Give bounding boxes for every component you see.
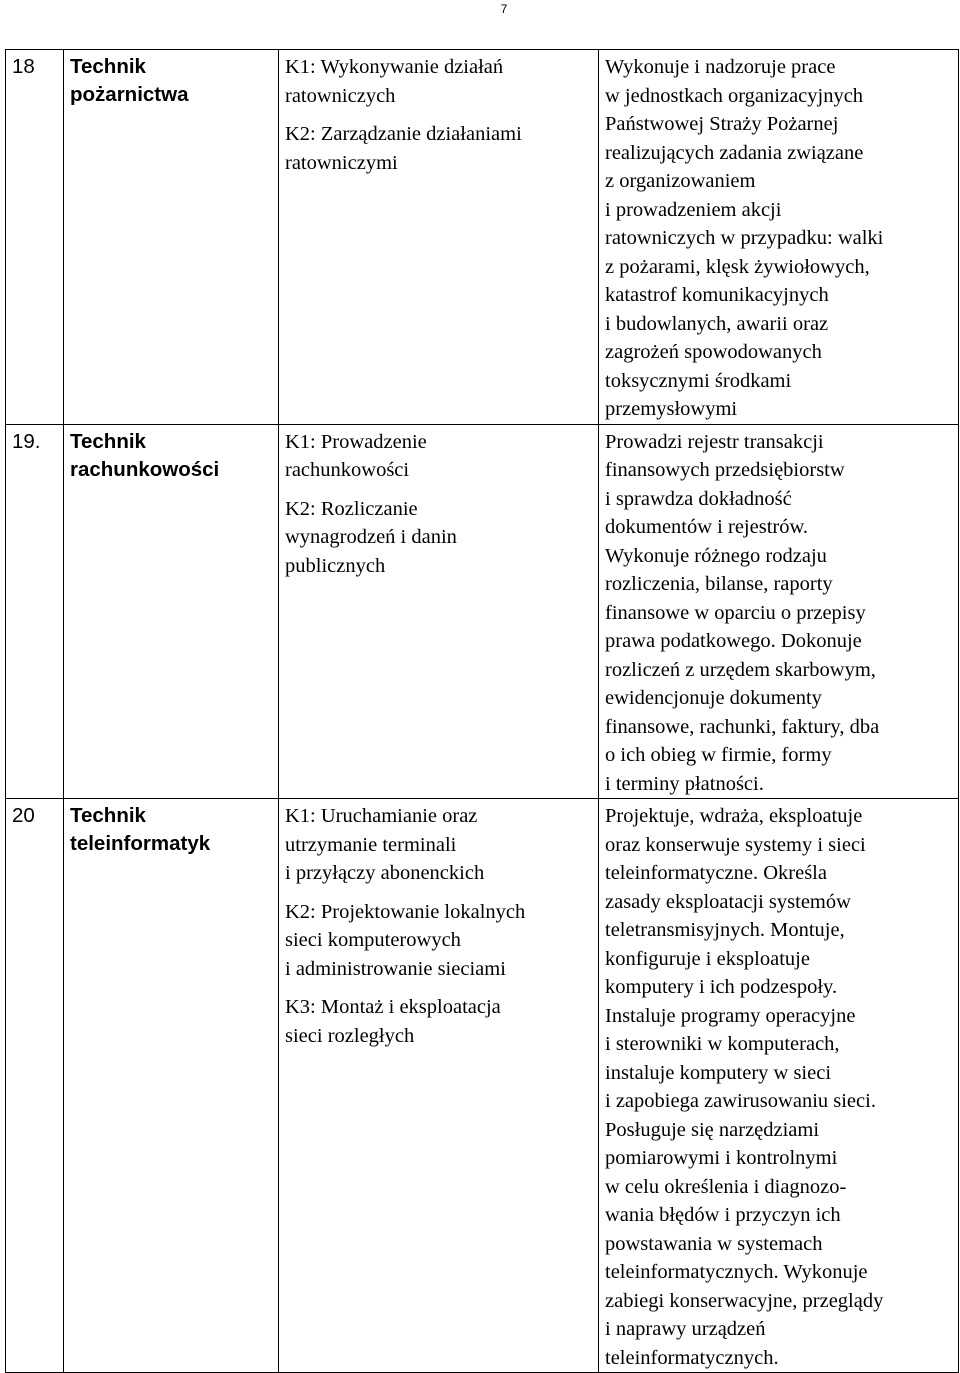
qualification-item [285,120,592,177]
description-line: i terminy płatności. [605,772,764,795]
qualification-line: publicznych [285,554,386,577]
qualification-line: sieci komputerowych [285,929,461,951]
description-line: realizujących zadania związane [605,141,864,164]
description-line: z pożarami, klęsk żywiołowych, [605,255,870,278]
profession-cell [64,799,279,1373]
qualification-item [285,53,592,110]
description-line: i sterowniki w komputerach, [605,1033,840,1055]
description-line: w jednostkach organizacyjnych [605,84,864,107]
qualification-line: ratowniczymi [285,151,398,174]
description-line: ewidencjonuje dokumenty [605,687,822,709]
qualification-line: K3: Montaż i eksploatacja [285,996,501,1018]
qualifications-cell [279,799,599,1373]
description-line: rozliczeń z urzędem skarbowym, [605,658,876,681]
description-line: teleinformatycznych. Wykonuje [605,1261,868,1283]
description-line: instaluje komputery w sieci [605,1061,832,1084]
profession-cell [64,424,279,799]
qualification-line: K1: Wykonywanie działań [285,56,504,78]
row-number: 18 [12,55,35,78]
qualification-line: K1: Uruchamianie oraz [285,805,478,827]
description-line: teleinformatycznych. [605,1346,779,1369]
qualification-line: i przyłączy abonenckich [285,862,485,884]
description-line: teletransmisyjnych. Montuje, [605,919,845,941]
description-line: zagrożeń spowodowanych [605,341,822,363]
description-line: wania błędów i przyczyn ich [605,1204,841,1226]
description-line: Wykonuje różnego rodzaju [605,544,827,567]
description-line: zabiegi konserwacyjne, przeglądy [605,1289,884,1312]
description-line: komputery i ich podzespoły. [605,976,838,998]
description-line: powstawania w systemach [605,1232,823,1255]
description-cell [599,424,959,799]
profession-title-line: rachunkowości [70,457,220,481]
profession-title-line: teleinformatyk [70,832,211,855]
description-line: Państwowej Straży Pożarnej [605,113,839,135]
profession-title [70,53,272,109]
qualification-item [285,495,592,581]
description-line: rozliczenia, bilanse, raporty [605,573,833,595]
description-line: zasady eksploatacji systemów [605,890,851,913]
profession-title-line: Technik [70,429,146,453]
profession-title [70,802,272,858]
description-line: o ich obieg w firmie, formy [605,744,832,766]
description-line: finansowe, rachunki, faktury, dba [605,715,880,738]
qualification-item [285,802,592,888]
profession-title-line: Technik [70,55,146,78]
qualifications-cell [279,424,599,799]
qualification-item [285,428,592,485]
description-line: i prowadzeniem akcji [605,198,782,221]
description-line: i naprawy urządzeń [605,1318,766,1340]
qualification-line: ratowniczych [285,84,396,107]
description-line: pomiarowymi i kontrolnymi [605,1147,838,1169]
description-line: ratowniczych w przypadku: walki [605,227,884,249]
description-line: i budowlanych, awarii oraz [605,312,829,335]
row-number: 19. [12,429,41,453]
row-number: 20 [12,804,35,827]
description-line: katastrof komunikacyjnych [605,284,829,306]
description-line: przemysłowymi [605,398,738,420]
description-line: oraz konserwuje systemy i sieci [605,833,866,856]
table-row [6,799,959,1373]
description-line: toksycznymi środkami [605,369,792,392]
profession-cell [64,50,279,425]
description-line: Projektuje, wdraża, eksploatuje [605,805,863,827]
description-line: z organizowaniem [605,170,756,192]
profession-title-line: pożarnictwa [70,83,189,106]
professions-table [5,49,959,1373]
qualification-line: rachunkowości [285,459,410,481]
table-row [6,50,959,425]
profession-title-line: Technik [70,804,146,827]
row-number-cell [6,50,64,425]
description-line: finansowych przedsiębiorstw [605,459,845,481]
qualification-line: K2: Zarządzanie działaniami [285,123,522,145]
page-number: 7 [500,2,508,16]
qualification-line: K1: Prowadzenie [285,430,427,453]
table-row [6,424,959,799]
profession-title [70,428,272,484]
description-line: Instaluje programy operacyjne [605,1004,856,1027]
description-line: i sprawdza dokładność [605,487,792,510]
qualification-line: utrzymanie terminali [285,833,457,856]
description-line: prawa podatkowego. Dokonuje [605,630,862,652]
qualification-line: K2: Rozliczanie [285,497,418,520]
row-number-cell [6,424,64,799]
description-line: finansowe w oparciu o przepisy [605,601,866,624]
description-line: teleinformatyczne. Określa [605,862,827,884]
qualification-line: sieci rozległych [285,1024,415,1047]
description-cell [599,50,959,425]
row-number-cell [6,799,64,1373]
description-line: konfiguruje i eksploatuje [605,947,810,970]
qualifications-cell [279,50,599,425]
qualification-line: K2: Projektowanie lokalnych [285,900,526,923]
description-cell [599,799,959,1373]
description-line: i zapobiega zawirusowaniu sieci. [605,1090,876,1112]
description-line: Wykonuje i nadzoruje prace [605,56,836,78]
qualification-item [285,898,592,984]
qualification-line: wynagrodzeń i danin [285,526,457,548]
qualification-line: i administrowanie sieciami [285,957,506,980]
description-line: dokumentów i rejestrów. [605,516,809,538]
description-line: Posługuje się narzędziami [605,1118,820,1141]
qualification-item [285,993,592,1050]
description-line: Prowadzi rejestr transakcji [605,430,824,453]
description-line: w celu określenia i diagnozo- [605,1175,847,1198]
